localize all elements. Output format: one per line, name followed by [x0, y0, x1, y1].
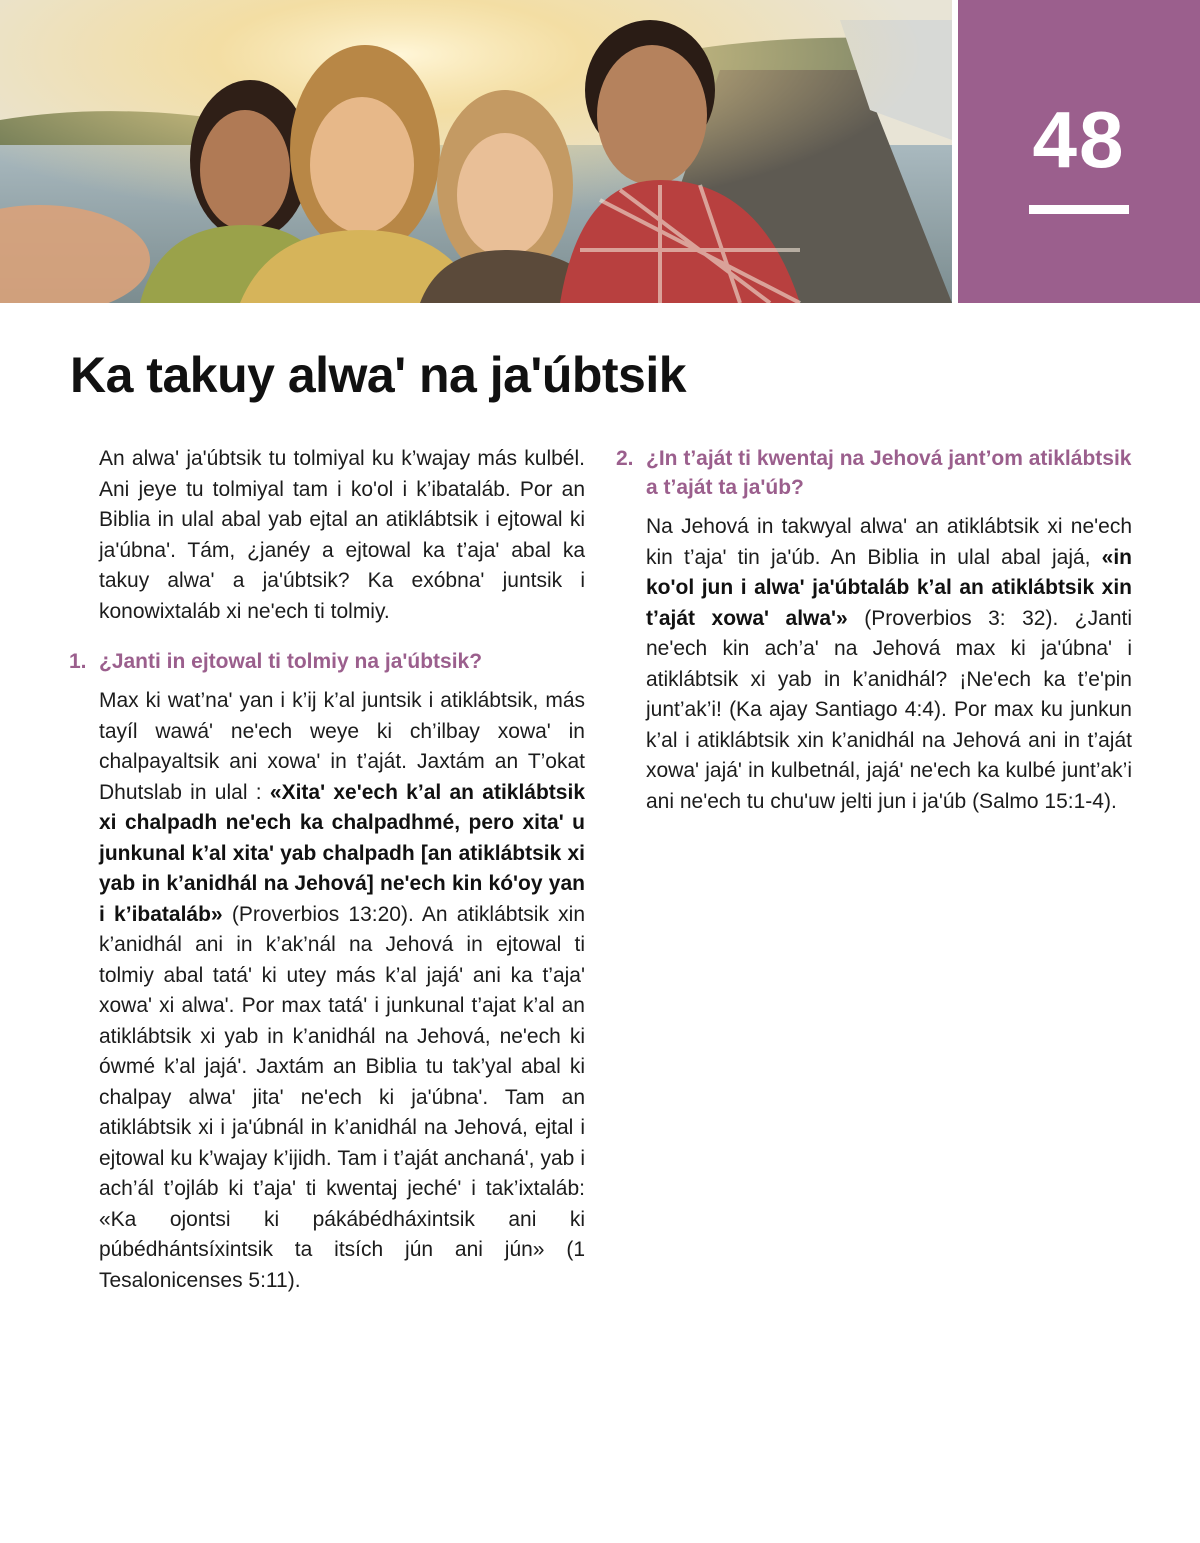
section-2-bible-quote: «in ko'ol jun i alwa' ja'úbtaláb k’al an atiklábtsik xin t’aját xowa' alwa'»: [646, 545, 1132, 630]
right-column: [616, 444, 1132, 817]
lesson-number-underline: [1029, 205, 1129, 214]
lesson-number: 48: [1032, 95, 1126, 184]
left-column: [69, 444, 586, 1296]
section-2-text-after: (Proverbios 3: 32). ¿Janti ne'ech kin ach’a' na Jehová max ki ja'úbna' i atiklábtsik xi yab in k’anidhál? ¡Ne'ech ka t’e'pin junt’ak’i! (Ka ajay Santiago 4:4). Por max ku junkun k’al i atiklábtsik xin k’anidhál na Jehová ani in t’aját xowa' jajá' in kulbetnál, jajá' ne'ech ka kulbé junt’ak’i ani ne'ech tu chu'uw jelti jun i ja'úb (Salmo 15:1-4).: [646, 606, 1132, 813]
section-1-text-before: Max ki wat’na' yan i k’ij k’al juntsik i atiklábtsik, más tayíl wawá' ne'ech weye ki ch’ilbay xowa' in chalpayaltsik ani xowa' in t’aját. Jaxtám an T’okat Dhutslab in ulal :: [99, 689, 585, 804]
intro-paragraph: An alwa' ja'úbtsik tu tolmiyal ku k’wajay más kulbél. Ani jeye tu tolmiyal tam i ko'ol i k’ibataláb. Por an Biblia in ulal abal yab ejtal an atiklábtsik i ejtowal ki ja'úbna'. Tám, ¿janéy a ejtowal ka t’aja' abal ka takuy alwa' a ja'úbtsik? Ka exóbna' juntsik i konowixtaláb xi ne'ech ti tolmiy.: [99, 447, 585, 623]
section-2-question-text: ¿In t’aját ti kwentaj na Jehová jant’om atiklábtsik a t’aját ta ja'úb?: [646, 447, 1132, 499]
section-1-number: 1.: [69, 650, 87, 673]
section-1-question: [69, 647, 585, 676]
page-title: Ka takuy alwa' na ja'úbtsik: [70, 347, 687, 403]
section-2-text-before: Na Jehová in takwyal alwa' an atiklábtsik xi ne'ech kin t’aja' tin ja'úb. An Biblia in ulal abal jajá,: [646, 515, 1132, 569]
section-1-text-after: (Proverbios 13:20). An atiklábtsik xin k’anidhál ani in k’ak’nál na Jehová in ejtowal ti tolmiy abal tatá' ki utey más k’al jajá' ani ka t’aja' xowa' xi alwa'. Por max tatá' i junkunal t’ajat k’al an atiklábtsik xi yab in k’anidhál na Jehová, ne'ech ki ówmé k’al jajá'. Jaxtám an Biblia tu tak’yal abal ki chalpay alwa' jita' ne'ech ki ja'úbna'. Tam an atiklábtsik xi i ja'úbnál in k’anidhál na Jehová, ejtal i ejtowal ku k’wajay k’ijidh. Tam i t’aját anchaná', yab i ach’ál t’ojláb ki t’aja' ti kwentaj jeché' i tak’ixtaláb: «Ka ojontsi ki pákábédháxintsik ani ki púbédhántsíxintsik ta itsích jún ani jún» (1 Tesalonicenses 5:11).: [99, 902, 586, 1292]
lesson-number-box: [958, 0, 1200, 303]
section-2-number: 2.: [616, 447, 634, 470]
section-2-paragraph: [646, 512, 1132, 817]
section-2-question: [616, 444, 1132, 502]
section-1-bible-quote: «Xita' xe'ech k’al an atiklábtsik xi chalpadh ne'ech ka chalpadhmé, pero xita' u junkunal k’al xita' yab chalpadh [an atiklábtsik xi yab in k’anidhál na Jehová] ne'ech kin kó'oy yan i k’ibataláb»: [99, 780, 585, 926]
hero-photo: [0, 0, 952, 303]
section-1-question-text: ¿Janti in ejtowal ti tolmiy na ja'úbtsik?: [99, 650, 483, 673]
section-1-paragraph: [99, 686, 585, 1296]
